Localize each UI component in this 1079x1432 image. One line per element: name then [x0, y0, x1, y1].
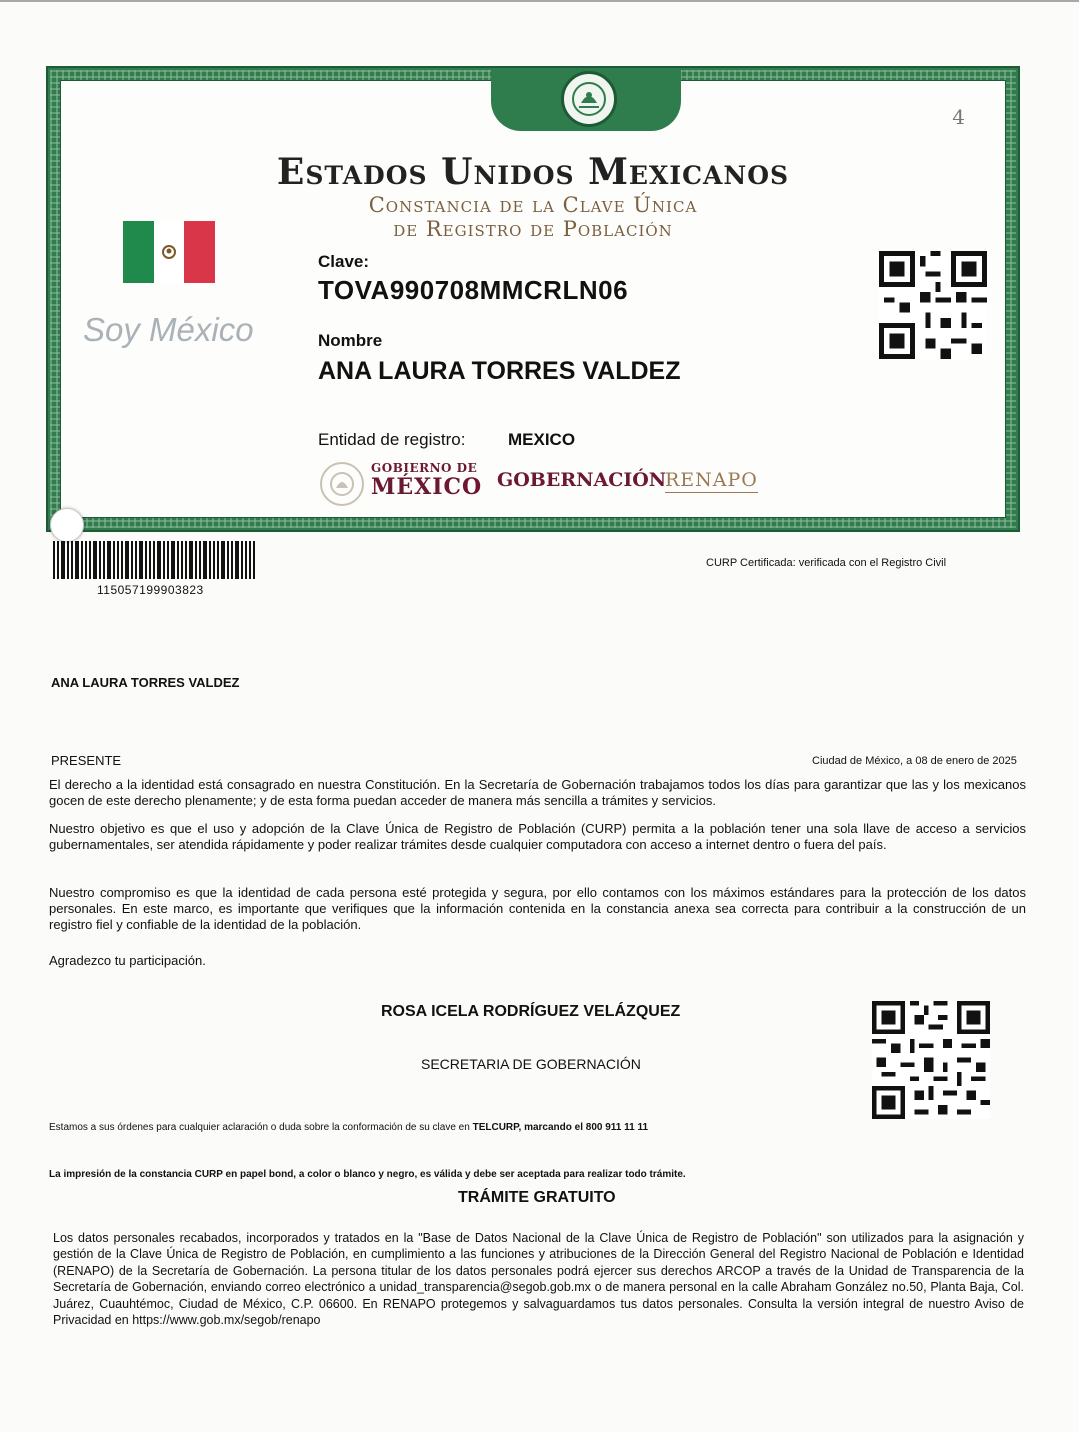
tramite-gratuito-heading: TRÁMITE GRATUITO [458, 1189, 616, 1206]
nombre-value: ANA LAURA TORRES VALDEZ [318, 357, 681, 385]
certificate-body [60, 80, 1006, 518]
letter-paragraph-4: Agradezco tu participación. [49, 953, 206, 968]
curp-certified-note: CURP Certificada: verificada con el Registro Civil [706, 557, 947, 569]
letter-paragraph-3: Nuestro compromiso es que la identidad de cada persona esté protegida y segura, por ello contamos con los máximos estándares para la protección de los datos personales. En este marco, es importante que verifiques que la información contenida en la constancia anexa sea correcta para contribuir a la construcción de un registro fiel y confiable de la identidad de la población. [49, 885, 1026, 932]
gobierno-logo-line2: MÉXICO [371, 474, 483, 500]
qr-code-icon [872, 1000, 990, 1120]
mexico-flag-icon [123, 221, 215, 283]
qr-code-icon [879, 251, 987, 359]
clave-label: Clave: [318, 252, 370, 271]
entidad-label: Entidad de registro: [318, 430, 466, 449]
nombre-label: Nombre [318, 331, 383, 350]
gobierno-seal-icon [320, 462, 364, 506]
hole-punch-mark [50, 508, 84, 542]
national-coat-of-arms-icon [561, 71, 617, 127]
barcode-number: 115057199903823 [97, 583, 204, 597]
top-edge-rule [0, 0, 1079, 2]
main-title: Estados Unidos Mexicanos [276, 151, 790, 193]
letter-paragraph-2: Nuestro objetivo es que el uso y adopción de la Clave Única de Registro de Población (CURP) permita a la población tener una sola llave de acceso a servicios gubernamentales, ser atendida rápidamente y poder realizar trámites desde cualquier computadora con acceso a internet dentro o fuera del país. [49, 821, 1026, 852]
renapo-logo: RENAPO [665, 469, 758, 491]
presente-label: PRESENTE [51, 753, 122, 768]
print-validity-note: La impresión de la constancia CURP en papel bond, a color o blanco y negro, es válida y debe ser aceptada para realizar todo trámite. [49, 1169, 686, 1180]
contact-line [49, 1122, 648, 1133]
clave-value: TOVA990708MMCRLN06 [318, 275, 629, 305]
telcurp-phone: TELCURP, marcando el 800 911 11 11 [472, 1122, 649, 1133]
contact-prefix: Estamos a sus órdenes para cualquier aclaración o duda sobre la conformación de su clave en [49, 1122, 473, 1133]
recipient-name: ANA LAURA TORRES VALDEZ [51, 675, 240, 690]
privacy-notice: Los datos personales recabados, incorporados y tratados en la "Base de Datos Nacional de la Clave Única de Registro de Población" son utilizados para la asignación y gestión de la Clave Única de Registro de Población, en cumplimiento a las funciones y atribuciones de la Dirección General del Registro Nacional de Población e Identidad (RENAPO) de la Secretaría de Gobernación. La persona titular de los datos personales podrá ejercer sus derechos ARCOP a través de la Unidad de Transparencia de la Secretaría de Gobernación, enviando correo electrónico a unidad_transparencia@segob.gob.mx o de manera personal en la calle Abraham González no.50, Planta Baja, Col. Juárez, Cuauhtémoc, Ciudad de México, C.P. 06600. En RENAPO protegemos y salvaguardamos tus datos personales. Consulta la versión integral de nuestro Aviso de Privacidad en https://www.gob.mx/segob/renapo [53, 1231, 1024, 1328]
gobernacion-logo: GOBERNACIÓN [497, 469, 667, 491]
subtitle-line-2: de Registro de Población [393, 217, 673, 241]
gobierno-de-mexico-logo [371, 462, 482, 498]
soy-mexico-slogan: Soy México [83, 311, 254, 348]
emblem-banner [491, 69, 681, 131]
signer-title: SECRETARIA DE GOBERNACIÓN [421, 1056, 641, 1072]
barcode-icon [53, 541, 255, 579]
city-date: Ciudad de México, a 08 de enero de 2025 [812, 755, 1017, 767]
signer-name: ROSA ICELA RODRÍGUEZ VELÁZQUEZ [381, 1003, 681, 1020]
gobierno-logo-line1: GOBIERNO DE [371, 461, 478, 475]
letter-paragraph-1: El derecho a la identidad está consagrado en nuestra Constitución. En la Secretaría de Gobernación trabajamos todos los días para garantizar que las y los mexicanos gocen de este derecho plenamente; y de esta forma puedan acceder de manera más sencilla a trámites y servicios. [49, 777, 1026, 808]
page-number: 4 [952, 105, 965, 129]
subtitle-line-1: Constancia de la Clave Única [368, 193, 698, 217]
entidad-value: MEXICO [508, 430, 576, 449]
curp-certificate-card [46, 66, 1020, 532]
